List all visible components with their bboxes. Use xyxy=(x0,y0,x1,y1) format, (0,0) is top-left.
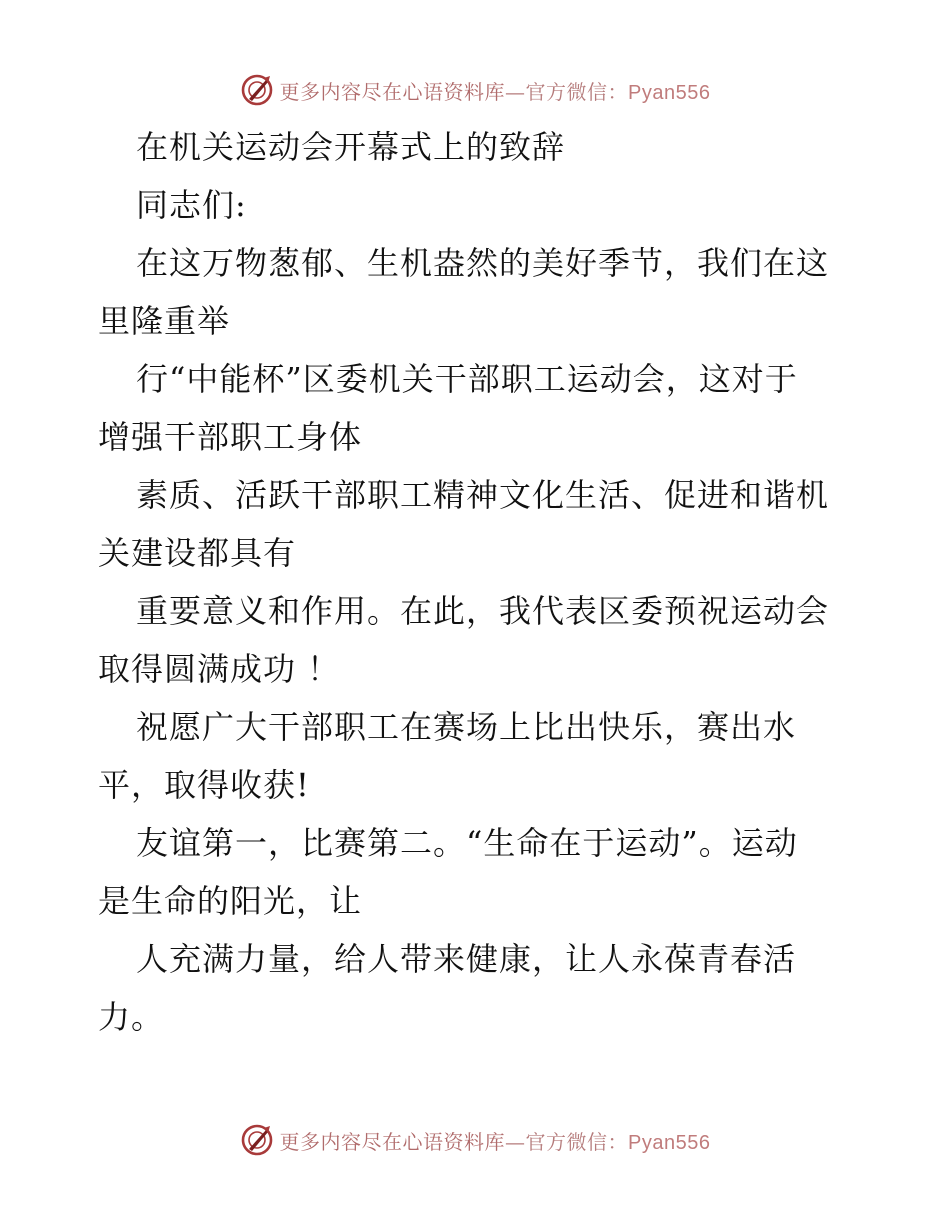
quill-logo-icon xyxy=(240,73,274,107)
footer-dash: — xyxy=(505,1129,526,1154)
footer-text xyxy=(280,1126,711,1155)
header-prefix: 更多内容尽在心语资料库 xyxy=(279,79,506,104)
text-line: 行“中能杯”区委机关干部职工运动会，这对于 xyxy=(136,360,798,398)
footer-id: Pyan556 xyxy=(628,1131,711,1154)
header-banner xyxy=(0,70,950,110)
header-text xyxy=(280,76,711,105)
salutation: 同志们: xyxy=(136,186,247,224)
text-line: 重要意义和作用。在此，我代表区委预祝运动会 xyxy=(136,592,830,630)
header-middle: 官方微信： xyxy=(525,79,629,104)
document-body xyxy=(98,118,858,1046)
text-line: 里隆重举 xyxy=(98,302,231,340)
text-line: 友谊第一，比赛第二。“生命在于运动”。运动 xyxy=(136,824,798,862)
quill-logo-icon xyxy=(240,1123,274,1157)
footer-middle: 官方微信： xyxy=(525,1129,629,1154)
footer-prefix: 更多内容尽在心语资料库 xyxy=(279,1129,506,1154)
text-line: 是生命的阳光，让 xyxy=(98,882,363,920)
text-line: 在这万物葱郁、生机盎然的美好季节，我们在这 xyxy=(136,244,830,282)
text-line: 取得圆满成功 ！ xyxy=(98,650,341,688)
text-line: 关建设都具有 xyxy=(98,534,297,572)
text-line: 祝愿广大干部职工在赛场上比出快乐，赛出水 xyxy=(136,708,797,746)
document-title: 在机关运动会开幕式上的致辞 xyxy=(136,128,566,166)
header-id: Pyan556 xyxy=(628,81,711,104)
header-dash: — xyxy=(505,79,526,104)
footer-banner xyxy=(0,1120,950,1160)
text-line: 增强干部职工身体 xyxy=(98,418,363,456)
text-line: 人充满力量，给人带来健康，让人永葆青春活 xyxy=(136,940,797,978)
text-line: 平，取得收获! xyxy=(98,766,310,804)
text-line: 力。 xyxy=(98,998,165,1036)
text-line: 素质、活跃干部职工精神文化生活、促进和谐机 xyxy=(136,476,830,514)
